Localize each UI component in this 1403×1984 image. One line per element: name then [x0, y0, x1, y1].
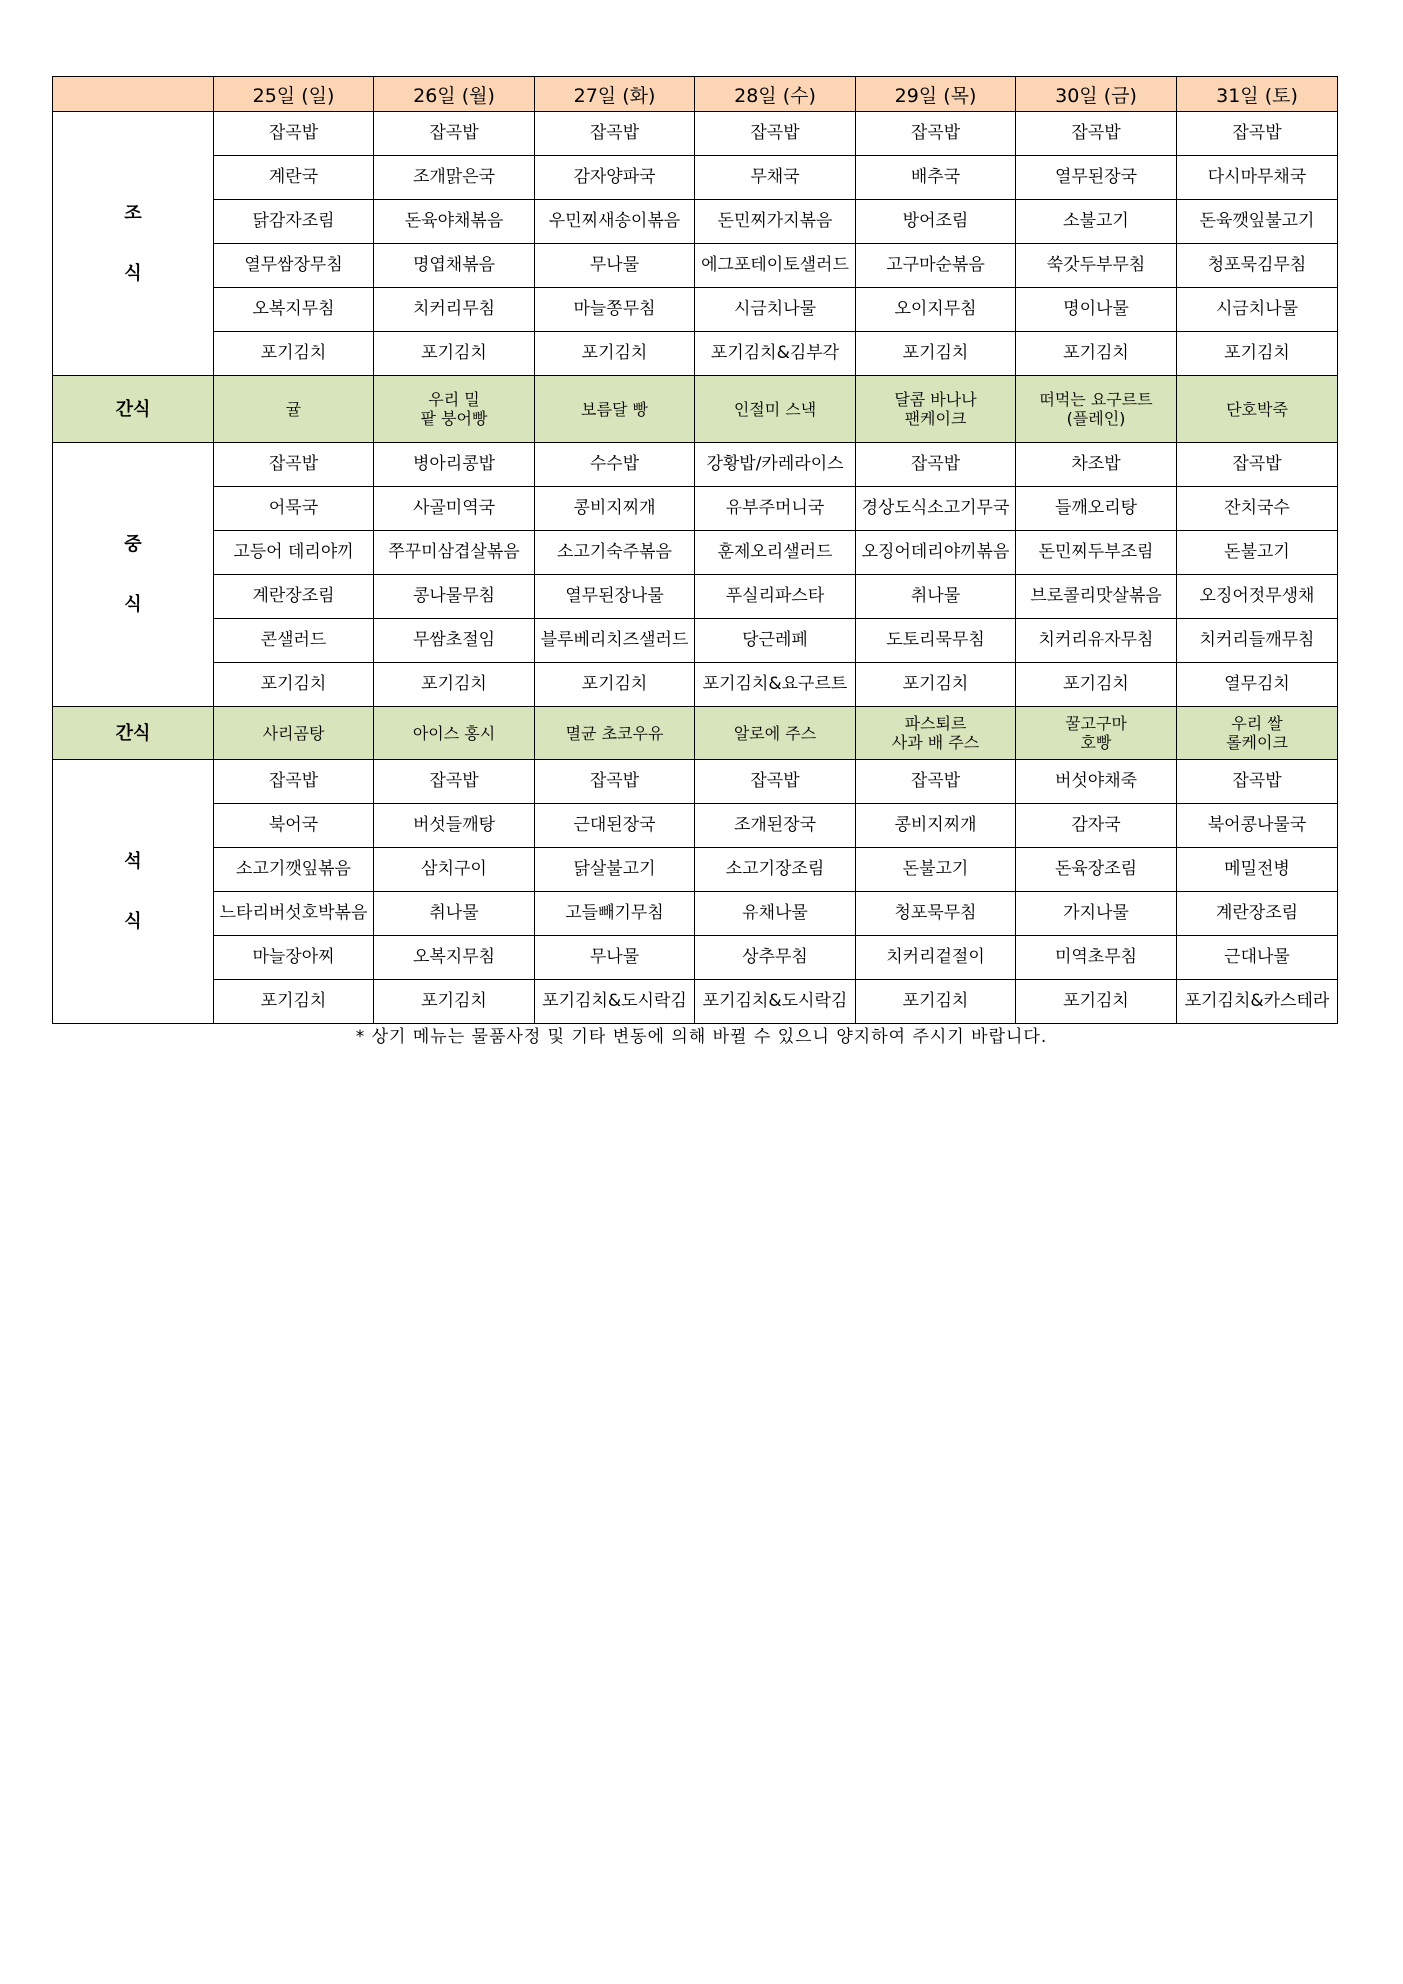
menu-cell: 버섯들깨탕 — [374, 804, 535, 848]
menu-cell: 돈불고기 — [856, 848, 1016, 892]
breakfast-row — [53, 244, 1338, 288]
menu-cell: 훈제오리샐러드 — [695, 531, 856, 575]
menu-cell: 우민찌새송이볶음 — [535, 200, 695, 244]
menu-cell: 돈육야채볶음 — [374, 200, 535, 244]
menu-cell: 콘샐러드 — [214, 619, 374, 663]
snack-cell: 꿀고구마 호빵 — [1016, 707, 1177, 760]
menu-cell: 근대된장국 — [535, 804, 695, 848]
menu-cell: 계란장조림 — [1177, 892, 1338, 936]
breakfast-row — [53, 288, 1338, 332]
dinner-row — [53, 804, 1338, 848]
menu-cell: 잡곡밥 — [214, 112, 374, 156]
menu-cell: 명엽채볶음 — [374, 244, 535, 288]
menu-cell: 소불고기 — [1016, 200, 1177, 244]
snack1-label: 간식 — [53, 376, 214, 443]
menu-cell: 콩비지찌개 — [535, 487, 695, 531]
menu-cell: 느타리버섯호박볶음 — [214, 892, 374, 936]
dinner-label-char: 식 — [124, 910, 142, 932]
menu-cell: 닭감자조림 — [214, 200, 374, 244]
menu-cell: 포기김치 — [535, 332, 695, 376]
lunch-row — [53, 531, 1338, 575]
menu-cell: 청포묵김무침 — [1177, 244, 1338, 288]
menu-cell: 포기김치&김부각 — [695, 332, 856, 376]
menu-cell: 돈육깻잎불고기 — [1177, 200, 1338, 244]
menu-cell: 다시마무채국 — [1177, 156, 1338, 200]
menu-cell: 닭살불고기 — [535, 848, 695, 892]
menu-cell: 잡곡밥 — [214, 443, 374, 487]
snack-cell: 아이스 홍시 — [374, 707, 535, 760]
dinner-row — [53, 936, 1338, 980]
snack-cell: 귤 — [214, 376, 374, 443]
breakfast-row — [53, 156, 1338, 200]
menu-cell: 차조밥 — [1016, 443, 1177, 487]
menu-cell: 잡곡밥 — [535, 760, 695, 804]
menu-cell: 돈민찌두부조림 — [1016, 531, 1177, 575]
breakfast-row — [53, 112, 1338, 156]
menu-cell: 포기김치 — [374, 980, 535, 1024]
menu-cell: 포기김치 — [1016, 663, 1177, 707]
menu-cell: 돈불고기 — [1177, 531, 1338, 575]
menu-cell: 브로콜리맛살볶음 — [1016, 575, 1177, 619]
menu-cell: 포기김치 — [374, 332, 535, 376]
menu-cell: 쑥갓두부무침 — [1016, 244, 1177, 288]
lunch-label — [53, 443, 214, 707]
menu-cell: 콩비지찌개 — [856, 804, 1016, 848]
menu-cell: 북어콩나물국 — [1177, 804, 1338, 848]
menu-cell: 버섯야채죽 — [1016, 760, 1177, 804]
menu-cell: 잡곡밥 — [374, 760, 535, 804]
menu-cell: 포기김치 — [856, 980, 1016, 1024]
day-header: 31일 (토) — [1177, 77, 1338, 112]
menu-cell: 강황밥/카레라이스 — [695, 443, 856, 487]
menu-cell: 포기김치 — [1177, 332, 1338, 376]
day-header: 29일 (목) — [856, 77, 1016, 112]
menu-cell: 수수밥 — [535, 443, 695, 487]
menu-cell: 배추국 — [856, 156, 1016, 200]
menu-cell: 시금치나물 — [695, 288, 856, 332]
menu-cell: 감자양파국 — [535, 156, 695, 200]
menu-cell: 고들빼기무침 — [535, 892, 695, 936]
menu-cell: 계란국 — [214, 156, 374, 200]
menu-cell: 병아리콩밥 — [374, 443, 535, 487]
menu-cell: 방어조림 — [856, 200, 1016, 244]
menu-cell: 소고기숙주볶음 — [535, 531, 695, 575]
snack2-row — [53, 707, 1338, 760]
menu-cell: 오이지무침 — [856, 288, 1016, 332]
snack-cell: 떠먹는 요구르트 (플레인) — [1016, 376, 1177, 443]
menu-cell: 포기김치&요구르트 — [695, 663, 856, 707]
menu-cell: 어묵국 — [214, 487, 374, 531]
menu-cell: 포기김치&도시락김 — [695, 980, 856, 1024]
menu-cell: 조개맑은국 — [374, 156, 535, 200]
menu-cell: 명이나물 — [1016, 288, 1177, 332]
menu-cell: 포기김치 — [856, 332, 1016, 376]
menu-cell: 경상도식소고기무국 — [856, 487, 1016, 531]
day-header: 30일 (금) — [1016, 77, 1177, 112]
menu-cell: 잡곡밥 — [214, 760, 374, 804]
day-header: 28일 (수) — [695, 77, 856, 112]
snack-cell: 단호박죽 — [1177, 376, 1338, 443]
menu-cell: 열무김치 — [1177, 663, 1338, 707]
menu-cell: 잡곡밥 — [1016, 112, 1177, 156]
menu-cell: 무나물 — [535, 244, 695, 288]
menu-cell: 취나물 — [856, 575, 1016, 619]
menu-cell: 무나물 — [535, 936, 695, 980]
lunch-row — [53, 487, 1338, 531]
dinner-label — [53, 760, 214, 1024]
menu-cell: 도토리묵무침 — [856, 619, 1016, 663]
breakfast-label-char: 조 — [124, 202, 142, 224]
lunch-row — [53, 575, 1338, 619]
menu-cell: 오복지무침 — [374, 936, 535, 980]
menu-cell: 유부주머니국 — [695, 487, 856, 531]
menu-cell: 열무쌈장무침 — [214, 244, 374, 288]
menu-cell: 포기김치&도시락김 — [535, 980, 695, 1024]
menu-cell: 취나물 — [374, 892, 535, 936]
snack-cell: 인절미 스낵 — [695, 376, 856, 443]
dinner-row — [53, 760, 1338, 804]
menu-cell: 고구마순볶음 — [856, 244, 1016, 288]
menu-cell: 오징어젓무생채 — [1177, 575, 1338, 619]
menu-cell: 포기김치 — [374, 663, 535, 707]
menu-cell: 포기김치 — [1016, 980, 1177, 1024]
lunch-label-char: 중 — [124, 533, 142, 555]
menu-cell: 잡곡밥 — [535, 112, 695, 156]
menu-cell: 포기김치 — [856, 663, 1016, 707]
menu-cell: 잔치국수 — [1177, 487, 1338, 531]
header-corner — [53, 77, 214, 112]
menu-cell: 계란장조림 — [214, 575, 374, 619]
breakfast-row — [53, 332, 1338, 376]
lunch-row — [53, 443, 1338, 487]
menu-cell: 치커리무침 — [374, 288, 535, 332]
menu-cell: 시금치나물 — [1177, 288, 1338, 332]
weekly-meal-menu-table — [52, 76, 1338, 1024]
snack2-label: 간식 — [53, 707, 214, 760]
menu-cell: 오복지무침 — [214, 288, 374, 332]
menu-cell: 콩나물무침 — [374, 575, 535, 619]
snack-cell: 우리 쌀 롤케이크 — [1177, 707, 1338, 760]
dinner-row — [53, 848, 1338, 892]
lunch-label-char: 식 — [124, 593, 142, 615]
menu-cell: 사골미역국 — [374, 487, 535, 531]
menu-cell: 쭈꾸미삼겹살볶음 — [374, 531, 535, 575]
menu-cell: 상추무침 — [695, 936, 856, 980]
menu-cell: 잡곡밥 — [856, 112, 1016, 156]
breakfast-row — [53, 200, 1338, 244]
snack-cell: 우리 밀 팥 붕어빵 — [374, 376, 535, 443]
menu-cell: 조개된장국 — [695, 804, 856, 848]
menu-cell: 근대나물 — [1177, 936, 1338, 980]
menu-cell: 치커리겉절이 — [856, 936, 1016, 980]
menu-cell: 잡곡밥 — [1177, 760, 1338, 804]
dinner-row — [53, 980, 1338, 1024]
menu-cell: 잡곡밥 — [374, 112, 535, 156]
menu-cell: 무쌈초절임 — [374, 619, 535, 663]
menu-cell: 가지나물 — [1016, 892, 1177, 936]
menu-cell: 에그포테이토샐러드 — [695, 244, 856, 288]
menu-cell: 돈육장조림 — [1016, 848, 1177, 892]
menu-cell: 치커리들깨무침 — [1177, 619, 1338, 663]
menu-cell: 포기김치 — [214, 332, 374, 376]
dinner-label-char: 석 — [124, 850, 142, 872]
menu-cell: 삼치구이 — [374, 848, 535, 892]
snack-cell: 달콤 바나나 팬케이크 — [856, 376, 1016, 443]
menu-cell: 무채국 — [695, 156, 856, 200]
menu-cell: 잡곡밥 — [1177, 112, 1338, 156]
menu-cell: 열무된장나물 — [535, 575, 695, 619]
footnote: * 상기 메뉴는 물품사정 및 기타 변동에 의해 바뀔 수 있으니 양지하여 주시기 바랍니다. — [355, 1027, 1048, 1047]
breakfast-label — [53, 112, 214, 376]
snack1-row — [53, 376, 1338, 443]
menu-cell: 열무된장국 — [1016, 156, 1177, 200]
day-header: 27일 (화) — [535, 77, 695, 112]
menu-cell: 미역초무침 — [1016, 936, 1177, 980]
day-header: 26일 (월) — [374, 77, 535, 112]
menu-cell: 블루베리치즈샐러드 — [535, 619, 695, 663]
menu-cell: 돈민찌가지볶음 — [695, 200, 856, 244]
lunch-row — [53, 619, 1338, 663]
menu-cell: 소고기장조림 — [695, 848, 856, 892]
menu-cell: 마늘장아찌 — [214, 936, 374, 980]
snack-cell: 보름달 빵 — [535, 376, 695, 443]
day-header-row — [53, 77, 1338, 112]
menu-cell: 오징어데리야끼볶음 — [856, 531, 1016, 575]
lunch-row — [53, 663, 1338, 707]
dinner-row — [53, 892, 1338, 936]
menu-cell: 잡곡밥 — [856, 443, 1016, 487]
day-header: 25일 (일) — [214, 77, 374, 112]
menu-cell: 포기김치 — [535, 663, 695, 707]
menu-cell: 잡곡밥 — [695, 112, 856, 156]
menu-cell: 포기김치&카스테라 — [1177, 980, 1338, 1024]
menu-cell: 푸실리파스타 — [695, 575, 856, 619]
menu-cell: 포기김치 — [214, 980, 374, 1024]
snack-cell: 사리곰탕 — [214, 707, 374, 760]
menu-cell: 마늘쫑무침 — [535, 288, 695, 332]
snack-cell: 알로에 주스 — [695, 707, 856, 760]
menu-cell: 고등어 데리야끼 — [214, 531, 374, 575]
menu-cell: 메밀전병 — [1177, 848, 1338, 892]
menu-cell: 들깨오리탕 — [1016, 487, 1177, 531]
menu-cell: 치커리유자무침 — [1016, 619, 1177, 663]
breakfast-label-char: 식 — [124, 262, 142, 284]
menu-cell: 유채나물 — [695, 892, 856, 936]
menu-cell: 잡곡밥 — [856, 760, 1016, 804]
snack-cell: 파스퇴르 사과 배 주스 — [856, 707, 1016, 760]
menu-cell: 포기김치 — [1016, 332, 1177, 376]
menu-cell: 포기김치 — [214, 663, 374, 707]
menu-cell: 감자국 — [1016, 804, 1177, 848]
menu-cell: 잡곡밥 — [1177, 443, 1338, 487]
menu-cell: 청포묵무침 — [856, 892, 1016, 936]
snack-cell: 멸균 초코우유 — [535, 707, 695, 760]
menu-cell: 북어국 — [214, 804, 374, 848]
menu-cell: 당근레페 — [695, 619, 856, 663]
menu-cell: 잡곡밥 — [695, 760, 856, 804]
menu-cell: 소고기깻잎볶음 — [214, 848, 374, 892]
